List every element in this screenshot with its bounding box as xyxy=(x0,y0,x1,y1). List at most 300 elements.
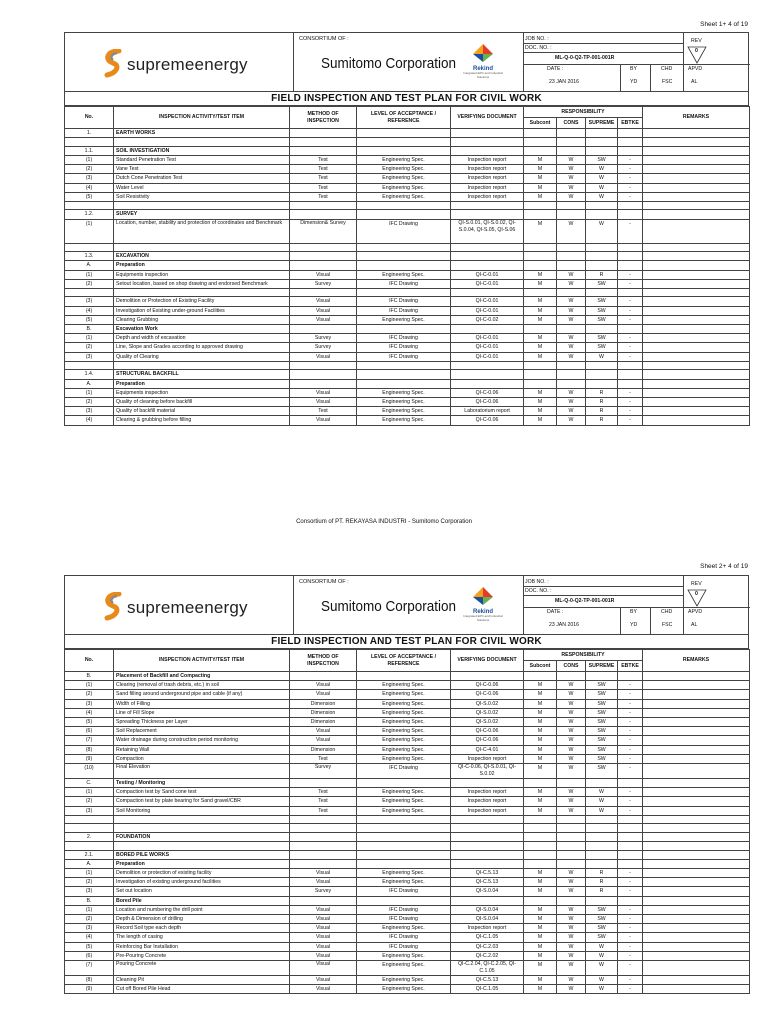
cell-remarks xyxy=(643,252,750,261)
cell-acceptance xyxy=(357,129,451,138)
cell-remarks xyxy=(643,129,750,138)
cell-remarks xyxy=(643,985,750,994)
cell-item-no: 1.2. xyxy=(65,210,114,219)
table-row xyxy=(65,736,750,745)
cell-verifying-doc: QI-S.0.01, QI-S.0.02, QI-S.0.04, QI-S.05, QI-S.06 xyxy=(451,219,524,243)
col-ebtke: EBTKE xyxy=(618,661,643,672)
cell-activity: Final Elevation xyxy=(114,764,290,779)
cell-remarks xyxy=(643,165,750,174)
cell-item-no xyxy=(65,842,114,851)
cell-activity: Equipments inspection xyxy=(114,270,290,279)
cell-ebtke xyxy=(618,379,643,388)
cell-subcont: M xyxy=(524,407,557,416)
cell-remarks xyxy=(643,352,750,361)
cell-remarks xyxy=(643,407,750,416)
cell-ebtke xyxy=(618,850,643,859)
cell-method: Visual xyxy=(290,942,357,951)
cell-remarks xyxy=(643,397,750,406)
cell-supreme: SW xyxy=(586,297,618,306)
cell-ebtke: - xyxy=(618,868,643,877)
cell-subcont: M xyxy=(524,334,557,343)
cell-item-no: A. xyxy=(65,379,114,388)
cell-item-no xyxy=(65,824,114,833)
rekind-mark-icon xyxy=(472,586,494,606)
cell-method: Survey xyxy=(290,343,357,352)
cell-verifying-doc: QI-C-0.06 xyxy=(451,727,524,736)
cell-cons: W xyxy=(557,727,586,736)
cell-verifying-doc: QI-C.2.02 xyxy=(451,951,524,960)
cell-method xyxy=(290,201,357,210)
cell-acceptance: Engineering Spec. xyxy=(357,788,451,797)
cell-acceptance: IFC Drawing xyxy=(357,914,451,923)
cell-item-no: (1) xyxy=(65,681,114,690)
cell-cons: W xyxy=(557,764,586,779)
table-row xyxy=(65,306,750,315)
cell-method: Visual xyxy=(290,905,357,914)
table-row xyxy=(65,842,750,851)
cell-verifying-doc xyxy=(451,832,524,841)
cell-remarks xyxy=(643,297,750,306)
cell-activity xyxy=(114,842,290,851)
cell-method: Visual xyxy=(290,306,357,315)
table-row xyxy=(65,361,750,370)
cell-acceptance: IFC Drawing xyxy=(357,279,451,288)
col-acceptance: LEVEL OF ACCEPTANCE / REFERENCE xyxy=(357,107,451,129)
cell-method xyxy=(290,832,357,841)
cell-method: Test xyxy=(290,165,357,174)
cell-cons: W xyxy=(557,788,586,797)
cell-verifying-doc xyxy=(451,896,524,905)
cell-supreme xyxy=(586,325,618,334)
cell-subcont: M xyxy=(524,942,557,951)
cell-method: Test xyxy=(290,806,357,815)
col-remarks: REMARKS xyxy=(643,650,750,672)
cell-method xyxy=(290,129,357,138)
cell-remarks xyxy=(643,681,750,690)
rev-value: 0 xyxy=(695,48,698,54)
cell-activity: Dutch Cone Penetration Test xyxy=(114,174,290,183)
table-row xyxy=(65,334,750,343)
cell-remarks xyxy=(643,815,750,824)
cell-item-no: B. xyxy=(65,896,114,905)
cell-activity: Preparation xyxy=(114,379,290,388)
rekind-logo xyxy=(461,43,505,83)
cell-activity: Clearing Grubbing xyxy=(114,315,290,324)
cell-subcont: M xyxy=(524,727,557,736)
partner-name: Sumitomo Corporation xyxy=(321,55,457,72)
cell-supreme: SW xyxy=(586,708,618,717)
cell-supreme xyxy=(586,261,618,270)
cell-acceptance xyxy=(357,779,451,788)
cell-acceptance: IFC Drawing xyxy=(357,887,451,896)
cell-verifying-doc: QI-C.1.05 xyxy=(451,985,524,994)
cell-ebtke: - xyxy=(618,352,643,361)
cell-ebtke: - xyxy=(618,924,643,933)
cell-remarks xyxy=(643,878,750,887)
cell-verifying-doc: Inspection report xyxy=(451,174,524,183)
consortium-label: CONSORTIUM OF : xyxy=(299,579,349,585)
cell-ebtke: - xyxy=(618,985,643,994)
cell-activity: Water drainage during construction period monitoring xyxy=(114,736,290,745)
table-row xyxy=(65,288,750,297)
cell-item-no: (2) xyxy=(65,797,114,806)
cell-cons xyxy=(557,832,586,841)
cell-cons xyxy=(557,896,586,905)
cell-acceptance: Engineering Spec. xyxy=(357,397,451,406)
cell-cons: W xyxy=(557,270,586,279)
cell-item-no xyxy=(65,138,114,147)
apvd-label: APVD xyxy=(688,609,703,615)
cell-method: Test xyxy=(290,797,357,806)
cell-method: Survey xyxy=(290,279,357,288)
cell-subcont: M xyxy=(524,155,557,164)
cell-ebtke: - xyxy=(618,174,643,183)
cell-method: Survey xyxy=(290,887,357,896)
cell-verifying-doc xyxy=(451,859,524,868)
cell-subcont xyxy=(524,779,557,788)
cell-method xyxy=(290,842,357,851)
cell-acceptance xyxy=(357,201,451,210)
cell-subcont: M xyxy=(524,878,557,887)
table-row xyxy=(65,887,750,896)
cell-remarks xyxy=(643,924,750,933)
cell-acceptance: Engineering Spec. xyxy=(357,183,451,192)
cell-verifying-doc: QI-C.2.04, QI-C.2.05, QI-C.1.05 xyxy=(451,960,524,975)
cell-subcont: M xyxy=(524,914,557,923)
cell-subcont: M xyxy=(524,416,557,425)
cell-method xyxy=(290,138,357,147)
cell-method: Visual xyxy=(290,397,357,406)
cell-method xyxy=(290,261,357,270)
cell-verifying-doc: QI-C-0.06 xyxy=(451,416,524,425)
cell-acceptance: Engineering Spec. xyxy=(357,192,451,201)
cell-acceptance xyxy=(357,370,451,379)
cell-method: Dimension xyxy=(290,745,357,754)
cell-remarks xyxy=(643,896,750,905)
cell-subcont: M xyxy=(524,887,557,896)
cell-acceptance: IFC Drawing xyxy=(357,942,451,951)
cell-activity: SOIL INVESTIGATION xyxy=(114,146,290,155)
cell-method: Visual xyxy=(290,985,357,994)
cell-subcont: M xyxy=(524,975,557,984)
cell-supreme xyxy=(586,252,618,261)
document-header xyxy=(64,575,749,635)
cell-acceptance: Engineering Spec. xyxy=(357,708,451,717)
cell-acceptance: Engineering Spec. xyxy=(357,407,451,416)
cell-activity: Retaining Wall xyxy=(114,745,290,754)
table-row xyxy=(65,942,750,951)
cell-method: Dimension& Survey xyxy=(290,219,357,243)
cell-supreme: W xyxy=(586,985,618,994)
col-verifying: VERIFYING DOCUMENT xyxy=(451,650,524,672)
table-row xyxy=(65,165,750,174)
cell-activity: Vane Test xyxy=(114,165,290,174)
cell-item-no: (1) xyxy=(65,388,114,397)
cell-ebtke: - xyxy=(618,315,643,324)
cell-remarks xyxy=(643,727,750,736)
cell-acceptance xyxy=(357,252,451,261)
cell-remarks xyxy=(643,155,750,164)
rekind-subtitle: Integrated EPC and Industrial Solutions xyxy=(463,71,503,79)
cell-method: Test xyxy=(290,192,357,201)
cell-acceptance: Engineering Spec. xyxy=(357,315,451,324)
cell-cons: W xyxy=(557,736,586,745)
cell-ebtke: - xyxy=(618,681,643,690)
cell-ebtke: - xyxy=(618,788,643,797)
chd-value: FSC xyxy=(662,622,673,628)
cell-method xyxy=(290,824,357,833)
cell-ebtke xyxy=(618,129,643,138)
cell-subcont: M xyxy=(524,868,557,877)
cell-ebtke: - xyxy=(618,933,643,942)
table-row xyxy=(65,850,750,859)
cell-remarks xyxy=(643,210,750,219)
cell-cons xyxy=(557,842,586,851)
cell-item-no: (2) xyxy=(65,343,114,352)
cell-method: Visual xyxy=(290,951,357,960)
table-row xyxy=(65,779,750,788)
cell-subcont: M xyxy=(524,736,557,745)
cell-ebtke xyxy=(618,288,643,297)
cell-item-no: (1) xyxy=(65,868,114,877)
table-row xyxy=(65,924,750,933)
table-row xyxy=(65,183,750,192)
cell-subcont xyxy=(524,201,557,210)
cell-activity: Reinforcing Bar Installation xyxy=(114,942,290,951)
table-row xyxy=(65,325,750,334)
cell-ebtke xyxy=(618,859,643,868)
consortium-box xyxy=(293,33,524,91)
table-row xyxy=(65,896,750,905)
cell-acceptance: Engineering Spec. xyxy=(357,868,451,877)
cell-method: Test xyxy=(290,174,357,183)
cell-verifying-doc: QI-C-0.06 xyxy=(451,736,524,745)
cell-verifying-doc: Inspection report xyxy=(451,806,524,815)
doc-no: ML-Q-0-Q2-TP-001-001R xyxy=(555,598,615,604)
cell-method: Visual xyxy=(290,878,357,887)
cell-acceptance: Engineering Spec. xyxy=(357,690,451,699)
cell-cons: W xyxy=(557,951,586,960)
by-value: YD xyxy=(630,622,638,628)
cell-method xyxy=(290,210,357,219)
cell-activity: Demolition or Protection of Existing Facility xyxy=(114,297,290,306)
cell-method: Dimension xyxy=(290,708,357,717)
cell-ebtke xyxy=(618,361,643,370)
cell-item-no: 2. xyxy=(65,832,114,841)
cell-method xyxy=(290,325,357,334)
cell-remarks xyxy=(643,183,750,192)
chd-label: CHD xyxy=(661,66,673,72)
cell-supreme xyxy=(586,850,618,859)
cell-subcont xyxy=(524,379,557,388)
col-verifying: VERIFYING DOCUMENT xyxy=(451,107,524,129)
cell-verifying-doc xyxy=(451,850,524,859)
cell-method: Visual xyxy=(290,933,357,942)
cell-verifying-doc xyxy=(451,243,524,252)
cell-item-no: (2) xyxy=(65,878,114,887)
cell-acceptance xyxy=(357,859,451,868)
table-row xyxy=(65,681,750,690)
cell-remarks xyxy=(643,806,750,815)
cell-verifying-doc xyxy=(451,824,524,833)
cell-subcont: M xyxy=(524,397,557,406)
cell-subcont: M xyxy=(524,306,557,315)
cell-item-no: (5) xyxy=(65,192,114,201)
cell-activity: Sand filling around underground pipe and cable (if any) xyxy=(114,690,290,699)
cell-remarks xyxy=(643,325,750,334)
cell-cons: W xyxy=(557,416,586,425)
cell-remarks xyxy=(643,370,750,379)
cell-subcont: M xyxy=(524,960,557,975)
cell-item-no xyxy=(65,361,114,370)
cell-activity: Spreading Thickness per Layer xyxy=(114,718,290,727)
table-row xyxy=(65,129,750,138)
cell-ebtke: - xyxy=(618,388,643,397)
supreme-energy-logo xyxy=(65,576,294,634)
cell-cons: W xyxy=(557,933,586,942)
cell-method: Test xyxy=(290,407,357,416)
cell-acceptance: IFC Drawing xyxy=(357,933,451,942)
table-row xyxy=(65,252,750,261)
cell-acceptance: Engineering Spec. xyxy=(357,806,451,815)
cell-supreme xyxy=(586,361,618,370)
cell-supreme: SW xyxy=(586,279,618,288)
cell-supreme: SW xyxy=(586,343,618,352)
cell-remarks xyxy=(643,933,750,942)
chd-value: FSC xyxy=(662,79,673,85)
cell-remarks xyxy=(643,343,750,352)
cell-supreme: SW xyxy=(586,699,618,708)
cell-subcont xyxy=(524,672,557,681)
cell-acceptance: Engineering Spec. xyxy=(357,960,451,975)
table-row xyxy=(65,138,750,147)
cell-acceptance xyxy=(357,210,451,219)
cell-method: Visual xyxy=(290,868,357,877)
cell-supreme: W xyxy=(586,219,618,243)
cell-ebtke: - xyxy=(618,708,643,717)
sheet-number: Sheet 2+ 4 of 19 xyxy=(700,563,748,570)
table-row xyxy=(65,824,750,833)
cell-verifying-doc xyxy=(451,779,524,788)
cell-supreme: W xyxy=(586,352,618,361)
cell-item-no: (3) xyxy=(65,887,114,896)
cell-supreme: R xyxy=(586,270,618,279)
cell-verifying-doc: QI-C-0.01 xyxy=(451,279,524,288)
cell-subcont: M xyxy=(524,297,557,306)
cell-acceptance xyxy=(357,896,451,905)
cell-supreme: SW xyxy=(586,736,618,745)
cell-activity: Soil Monitoring xyxy=(114,806,290,815)
cell-ebtke xyxy=(618,261,643,270)
cell-ebtke xyxy=(618,146,643,155)
cell-subcont: M xyxy=(524,806,557,815)
cell-cons: W xyxy=(557,183,586,192)
cell-cons: W xyxy=(557,315,586,324)
table-row xyxy=(65,672,750,681)
cell-verifying-doc xyxy=(451,379,524,388)
cell-activity: Excavation Work xyxy=(114,325,290,334)
table-row xyxy=(65,690,750,699)
cell-item-no: (3) xyxy=(65,699,114,708)
cell-acceptance: Engineering Spec. xyxy=(357,155,451,164)
cell-ebtke: - xyxy=(618,407,643,416)
cell-activity: Water Level xyxy=(114,183,290,192)
cell-item-no: (5) xyxy=(65,315,114,324)
cell-verifying-doc: Inspection report xyxy=(451,797,524,806)
cell-method xyxy=(290,672,357,681)
cell-supreme xyxy=(586,201,618,210)
cell-item-no: (1) xyxy=(65,270,114,279)
cell-remarks xyxy=(643,850,750,859)
cell-ebtke: - xyxy=(618,416,643,425)
cell-activity: Setout location, based on shop drawing and endorsed Benchmark xyxy=(114,279,290,288)
cell-acceptance xyxy=(357,261,451,270)
apvd-value: AL xyxy=(691,622,698,628)
cell-supreme xyxy=(586,243,618,252)
cell-supreme: W xyxy=(586,183,618,192)
cell-verifying-doc: QI-C-0.02 xyxy=(451,315,524,324)
table-row xyxy=(65,815,750,824)
cell-remarks xyxy=(643,754,750,763)
cell-acceptance: Engineering Spec. xyxy=(357,727,451,736)
cell-cons: W xyxy=(557,297,586,306)
cell-activity: Equipments inspection xyxy=(114,388,290,397)
cell-activity xyxy=(114,138,290,147)
cell-remarks xyxy=(643,951,750,960)
cell-remarks xyxy=(643,764,750,779)
cell-item-no: (5) xyxy=(65,718,114,727)
job-info xyxy=(523,576,750,634)
cell-supreme xyxy=(586,210,618,219)
cell-supreme xyxy=(586,815,618,824)
cell-item-no: (8) xyxy=(65,975,114,984)
table-row xyxy=(65,146,750,155)
cell-subcont: M xyxy=(524,985,557,994)
cell-item-no: (3) xyxy=(65,407,114,416)
cell-ebtke: - xyxy=(618,975,643,984)
cell-acceptance: IFC Drawing xyxy=(357,352,451,361)
cell-supreme: W xyxy=(586,951,618,960)
cell-activity: Investigation of Existing under-ground Facilities xyxy=(114,306,290,315)
cell-supreme: R xyxy=(586,397,618,406)
cell-method: Visual xyxy=(290,681,357,690)
cell-verifying-doc xyxy=(451,672,524,681)
table-row xyxy=(65,708,750,717)
cell-acceptance: IFC Drawing xyxy=(357,306,451,315)
cell-subcont xyxy=(524,850,557,859)
cell-remarks xyxy=(643,201,750,210)
cell-verifying-doc xyxy=(451,261,524,270)
cell-verifying-doc xyxy=(451,252,524,261)
cell-subcont: M xyxy=(524,905,557,914)
cell-supreme: W xyxy=(586,975,618,984)
cell-supreme: SW xyxy=(586,754,618,763)
cell-verifying-doc: Inspection report xyxy=(451,183,524,192)
cell-verifying-doc: Inspection report xyxy=(451,165,524,174)
date-label: DATE : xyxy=(547,609,564,615)
cell-verifying-doc: QI-S.0.04 xyxy=(451,905,524,914)
cell-ebtke: - xyxy=(618,806,643,815)
cell-activity: Width of Filling xyxy=(114,699,290,708)
supreme-energy-logo xyxy=(65,33,294,91)
cell-ebtke: - xyxy=(618,718,643,727)
cell-subcont xyxy=(524,146,557,155)
cell-subcont: M xyxy=(524,924,557,933)
cell-method: Survey xyxy=(290,764,357,779)
cell-subcont: M xyxy=(524,797,557,806)
cell-method: Visual xyxy=(290,690,357,699)
cell-activity: Bored Pile xyxy=(114,896,290,905)
